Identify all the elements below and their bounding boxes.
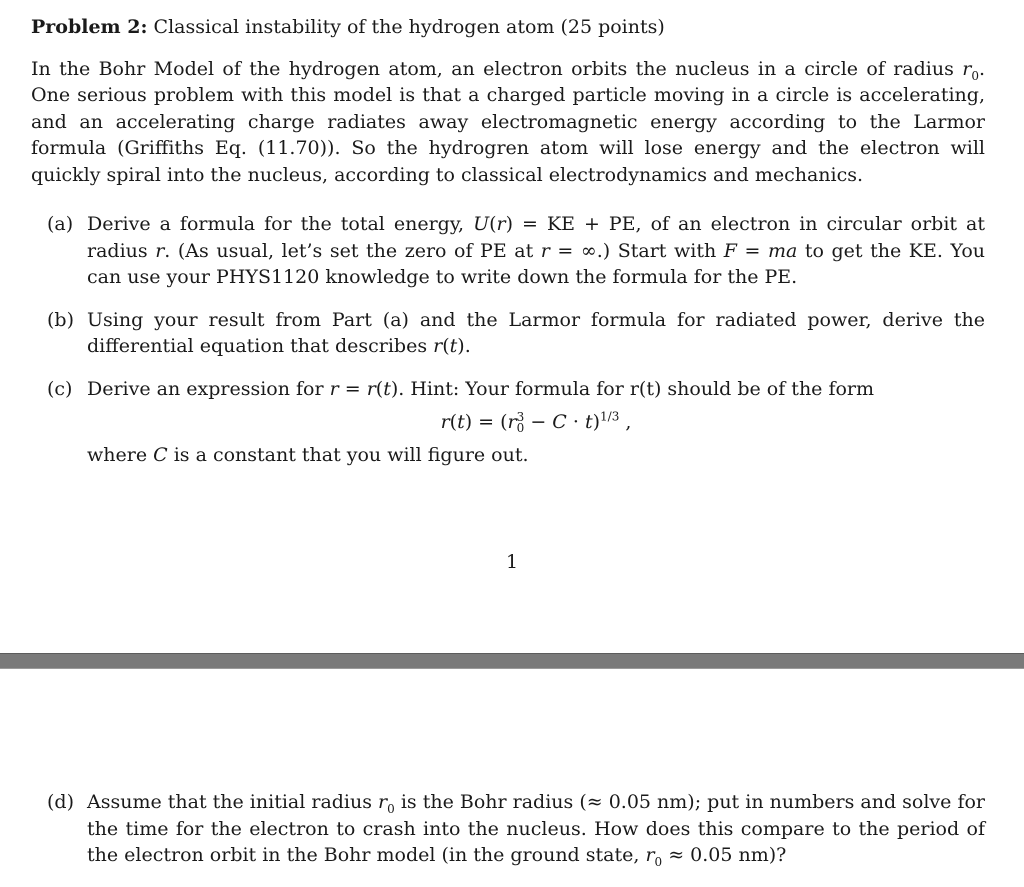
part-a-text-6: = [736, 239, 768, 262]
eq-var-t: t [457, 411, 465, 433]
part-d-text-1: Assume that the initial radius [87, 791, 379, 813]
part-c-where-1: where [87, 443, 154, 466]
eq-paren-2: ) = ( [464, 411, 508, 433]
part-b-var-r: r [433, 335, 443, 357]
eq-sub-0: 0 [516, 421, 525, 435]
eq-var-t2: t [584, 411, 593, 433]
page-2 [0, 669, 1024, 887]
part-b-text-1: Using your result from Part (a) and the Larmor formula for radiated power, derive the differential equation that describes [87, 308, 985, 357]
part-d [31, 789, 985, 869]
part-d-label: (d) [47, 791, 74, 813]
intro-var-r0: r [962, 57, 972, 80]
eq-paren-3: ) [592, 411, 601, 433]
part-a-text-2: ( [489, 213, 497, 235]
eq-exponent: 1/3 [600, 409, 620, 424]
part-b-text-3: ). [457, 335, 471, 357]
part-d-var-r1: r [378, 791, 388, 813]
part-b-label: (b) [47, 308, 74, 331]
intro-text-2: . One serious problem with this model is that a charged particle moving in a circle is accelerating, and an accelerating charge radiates away electromagnetic energy according to the Larmor formula (Griffiths Eq. (11.70)). So the hydrogren atom will lose energy and the electron will quickly spiral into the nucleus, according to classical electrodynamics and mechanics. [31, 57, 985, 186]
eq-comma: , [619, 411, 632, 433]
part-d-sub-1: 0 [387, 801, 395, 816]
part-c-var-t: t [383, 377, 391, 400]
eq-var-C: C [552, 411, 567, 433]
problem-intro [31, 56, 985, 189]
part-a-text-4: . (As usual, let’s set the zero of PE at [164, 239, 541, 262]
eq-paren-1: ( [449, 411, 458, 433]
part-d-text-2: is the Bohr radius (≈ 0.05 nm); put in numbers and solve for the time for the electron to crash into the nucleus. How does this compare to the period of the electron orbit in the Bohr model (in the ground state, [87, 791, 985, 866]
part-c-text-4: ). Hint: Your formula for r(t) should be of the form [390, 377, 875, 400]
part-c-equation [87, 409, 985, 436]
problem-title [31, 14, 985, 41]
page-2-content [31, 789, 985, 885]
part-c-var-r2: r [366, 377, 376, 400]
eq-var-r: r [440, 411, 450, 433]
part-a-var-ma: ma [767, 239, 798, 262]
part-a-var-U: U [473, 213, 490, 235]
part-a-text-5: = ∞.) Start with [549, 239, 724, 262]
part-c-where [87, 442, 985, 469]
part-d-sub-2: 0 [654, 854, 663, 869]
part-a-label: (a) [47, 213, 74, 235]
part-b-var-t: t [449, 335, 458, 357]
page-separator [0, 653, 1024, 669]
problem-title-label: Problem 2: [31, 16, 148, 38]
page-1-content [31, 14, 985, 484]
part-c-text-1: Derive an expression for [87, 377, 330, 400]
part-a-text-1: Derive a formula for the total energy, [87, 213, 474, 235]
part-c-var-C: C [153, 443, 168, 466]
part-c-var-r1: r [329, 377, 339, 400]
eq-minus: − [524, 411, 553, 433]
intro-sub-0: 0 [971, 68, 979, 83]
page-number: 1 [505, 551, 519, 573]
part-a-text-7: to get the KE. You can use your PHYS1120 knowledge to write down the formula for the PE. [87, 239, 985, 288]
part-c-where-2: is a constant that you will figure out. [167, 443, 529, 466]
part-c-text-2: = [338, 377, 367, 400]
eq-var-r0: r [507, 411, 517, 433]
part-b [31, 307, 985, 360]
part-a-var-r3: r [540, 239, 550, 262]
eq-dot: · [566, 411, 585, 433]
part-b-text-2: ( [442, 335, 450, 357]
part-a-var-F: F [723, 239, 737, 262]
part-a [31, 211, 985, 291]
part-a-var-r2: r [155, 239, 165, 262]
part-c-label: (c) [47, 377, 73, 400]
part-a-var-r1: r [496, 213, 506, 235]
part-c-text-3: ( [375, 377, 384, 400]
part-d-var-r2: r [645, 844, 655, 866]
intro-text-1: In the Bohr Model of the hydrogen atom, an electron orbits the nucleus in a circle of radius [31, 57, 963, 80]
problem-title-text: Classical instability of the hydrogen atom (25 points) [147, 16, 665, 38]
problem-parts-list [31, 211, 985, 468]
part-c [31, 376, 985, 469]
eq-sup-3: 3 [516, 410, 525, 424]
part-d-text-3: ≈ 0.05 nm)? [662, 844, 787, 866]
part-a-text-3: ) = KE + PE, of an electron in circular orbit at radius [87, 213, 985, 262]
